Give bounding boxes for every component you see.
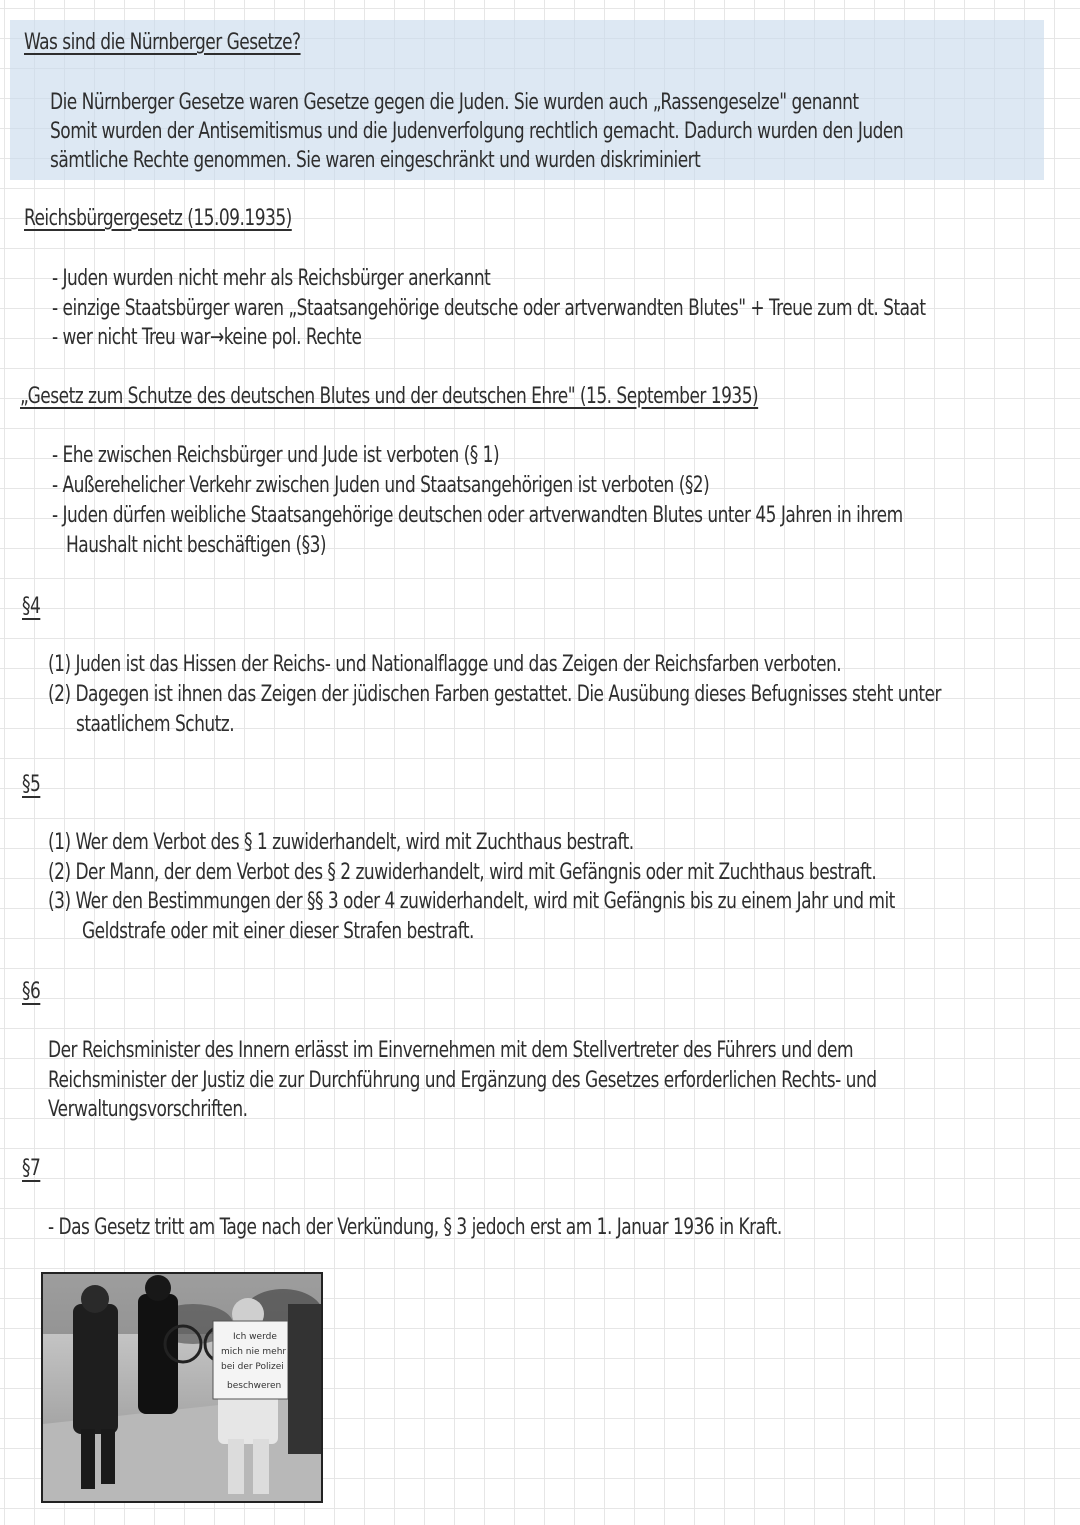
paragraph-6-line-1: Der Reichsminister des Innern erlässt im Einvernehmen mit dem Stellvertreter des Führers und dem [48,1038,854,1063]
photo-sign-line-1: Ich werde [233,1332,277,1342]
reichsbuerger-line-3: - wer nicht Treu war→keine pol. Rechte [52,325,362,350]
photo-sign-line-2: mich nie mehr [221,1347,287,1357]
photo-illustration [43,1274,321,1501]
paragraph-5-line-3: (3) Wer den Bestimmungen der §§ 3 oder 4 zuwiderhandelt, wird mit Gefängnis bis zu einem Jahr und mit [48,889,895,914]
blutschutz-line-2: - Außerehelicher Verkehr zwischen Juden und Staatsangehörigen ist verboten (§2) [52,473,710,498]
photo-sign-line-4: beschweren [227,1381,282,1391]
blutschutz-line-3: - Juden dürfen weibliche Staatsangehörige deutschen oder artverwandten Blutes unter 45 Jahren in ihrem [52,503,903,528]
blutschutz-title: „Gesetz zum Schutze des deutschen Blutes und der deutschen Ehre" (15. September 1935) [20,384,759,409]
intro-line-1: Die Nürnberger Gesetze waren Gesetze gegen die Juden. Sie wurden auch „Rassengeselze" genannt [50,90,859,115]
intro-line-3: sämtliche Rechte genommen. Sie waren eingeschränkt und wurden diskriminiert [50,148,701,173]
intro-line-2: Somit wurden der Antisemitismus und die Judenverfolgung rechtlich gemacht. Dadurch wurden den Juden [50,119,904,144]
intro-title: Was sind die Nürnberger Gesetze? [24,30,301,55]
paragraph-4-line-2: (2) Dagegen ist ihnen das Zeigen der jüdischen Farben gestattet. Die Ausübung dieses Befugnisses steht unter [48,682,941,707]
paragraph-5-line-2: (2) Der Mann, der dem Verbot des § 2 zuwiderhandelt, wird mit Gefängnis oder mit Zuchthaus bestraft. [48,860,877,885]
historical-photo [41,1272,323,1503]
paragraph-5-line-4: Geldstrafe oder mit einer dieser Strafen bestraft. [82,919,474,944]
paragraph-6-label: §6 [22,979,41,1004]
paragraph-5-line-1: (1) Wer dem Verbot des § 1 zuwiderhandelt, wird mit Zuchthaus bestraft. [48,830,634,855]
paragraph-5-label: §5 [22,772,41,797]
paragraph-6-line-3: Verwaltungsvorschriften. [48,1097,248,1122]
paragraph-7-line-1: - Das Gesetz tritt am Tage nach der Verkündung, § 3 jedoch erst am 1. Januar 1936 in Kraft. [48,1215,782,1240]
reichsbuerger-title: Reichsbürgergesetz (15.09.1935) [24,206,292,231]
reichsbuerger-line-2: - einzige Staatsbürger waren „Staatsangehörige deutsche oder artverwandten Blutes" + Treue zum dt. Staat [52,296,926,321]
paragraph-4-line-3: staatlichem Schutz. [76,712,235,737]
blutschutz-line-4: Haushalt nicht beschäftigen (§3) [66,533,327,558]
blutschutz-line-1: - Ehe zwischen Reichsbürger und Jude ist verboten (§ 1) [52,443,500,468]
paragraph-6-line-2: Reichsminister der Justiz die zur Durchführung und Ergänzung des Gesetzes erforderlichen Rechts- und [48,1068,877,1093]
reichsbuerger-line-1: - Juden wurden nicht mehr als Reichsbürger anerkannt [52,266,491,291]
paragraph-7-label: §7 [22,1156,41,1181]
photo-sign-line-3: bei der Polizei [221,1362,284,1372]
paragraph-4-line-1: (1) Juden ist das Hissen der Reichs- und Nationalflagge und das Zeigen der Reichsfarben verboten. [48,652,842,677]
paragraph-4-label: §4 [22,594,41,619]
